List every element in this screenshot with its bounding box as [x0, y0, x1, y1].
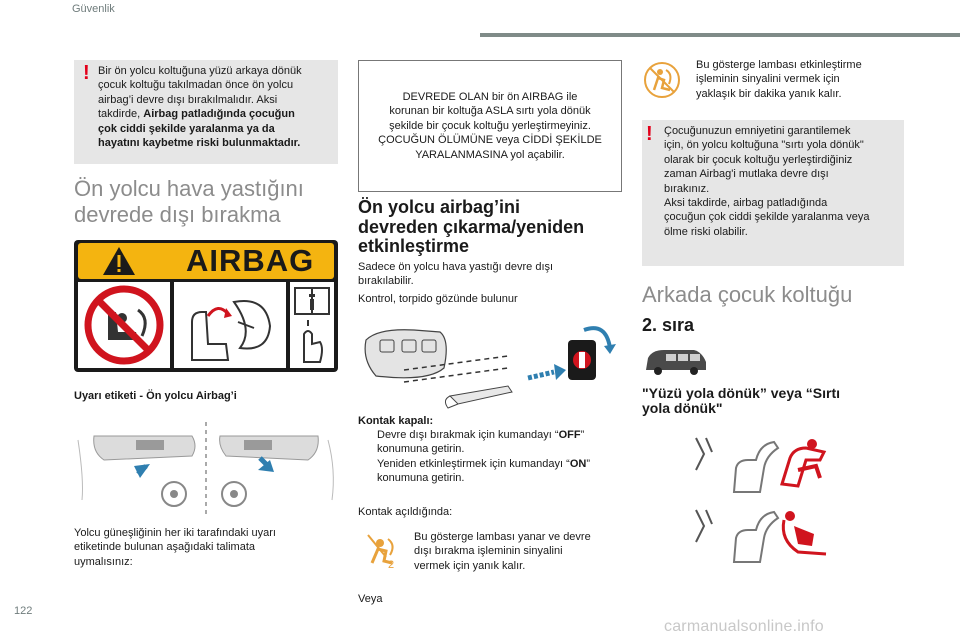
ignition-on-label: Kontak açıldığında: [358, 506, 453, 518]
or-text: Veya [358, 593, 383, 605]
lamp-on-text: Bu gösterge lambası yanar ve devre dışı bırakma işleminin sinyalini vermek için yanık kalır. [414, 531, 591, 572]
vehicle-silhouette-icon [644, 346, 708, 376]
subheading-seat-orientation: "Yüzü yola dönük” veya “Sırtı yola dönük" [642, 385, 841, 416]
page-number: 122 [14, 605, 33, 617]
svg-text:2: 2 [388, 559, 395, 569]
child-seat-forward-facing-icon [694, 434, 840, 496]
control-location-text: Kontrol, torpido gözünde bulunur [358, 293, 518, 305]
airbag-on-lamp-icon [640, 60, 684, 100]
watermark: carmanualsonline.info [664, 618, 824, 635]
warning-bold-line: çok ciddi şekilde yaralanma ya da [98, 122, 275, 135]
warning-line: Bir ön yolcu koltuğuna yüzü arkaya dönük [98, 65, 302, 77]
sunvisor-illustration [74, 420, 338, 520]
lamp-activation-text: Bu gösterge lambası etkinleştirme işleminin sinyalini vermek için yaklaşık bir dakika yanık kalır. [696, 59, 862, 100]
read-manual-icon [290, 282, 334, 368]
label-caption: Uyarı etiketi - Ön yolcu Airbag’i [74, 390, 237, 402]
warning-box-front-seat [74, 60, 338, 164]
warning-exclamation-icon: ! [646, 123, 653, 145]
header-rule [480, 33, 960, 37]
sunvisor-text: Yolcu güneşliğinin her iki tarafındaki uyarı etiketinde bulunan aşağıdaki talimata uymalısınız: [74, 527, 276, 568]
no-rear-facing-seat-icon [78, 282, 170, 368]
toggle-instructions [358, 428, 620, 486]
section-heading-airbag-toggle: Ön yolcu airbag’ini devreden çıkarma/yeniden etkinleştirme [358, 197, 585, 256]
airbag-off-lamp-icon [366, 533, 400, 569]
subheading-second-row: 2. sıra [642, 315, 695, 335]
ignition-off-label: Kontak kapalı: [358, 415, 434, 427]
airbag-warning-label [74, 240, 338, 372]
section-title-deactivate: Ön yolcu hava yastığını devrede dışı bırakma [74, 176, 304, 227]
warning-exclamation-icon: ! [83, 62, 90, 84]
warning-text [98, 64, 338, 150]
intro-text: Sadece ön yolcu hava yastığı devre dışı bırakılabilir. [358, 261, 554, 288]
label-panel-manual [290, 282, 334, 368]
warning-text: Çocuğunuzun emniyetini garantilemek için, ön yolcu koltuğuna "sırtı yola dönük" olarak bir çocuk koltuğu yerleştirdiğiniz zaman Airbag'i mutlaka devre dışı bırakınız. Aksi takdirde, airbag patladığında çocuğun çok ciddi şekilde yaralanma veya ölme riski olabilir. [664, 125, 870, 238]
label-panel-airbag [174, 282, 286, 368]
list-item: Devre dışı bırakmak için kumandayı “OFF” konumuna getirin. [377, 429, 585, 456]
label-panel-prohibition [78, 282, 170, 368]
warning-line: çocuk koltuğu takılmadan önce ön yolcu [98, 79, 294, 92]
warning-bold-text: Airbag patladığında çocuğun [143, 108, 295, 121]
section-title-rear-child-seat: Arkada çocuk koltuğu [642, 282, 853, 307]
on-keyword: ON [569, 457, 587, 470]
key-switch-illustration [358, 320, 620, 412]
key-and-switch-illustration [358, 320, 620, 412]
list-item: Yeniden etkinleştirmek için kumandayı “ON” konumuna getirin. [377, 457, 590, 485]
label-airbag-word: AIRBAG [186, 243, 315, 278]
child-seat-rear-facing-icon [694, 504, 840, 566]
warning-line: takdirde, Airbag patladığında çocuğun [98, 108, 295, 121]
off-keyword: OFF [558, 429, 581, 441]
warning-line: airbag’i devre dışı bırakılmalıdır. Aksi [98, 93, 278, 106]
warning-box-child-safety [642, 120, 904, 266]
warning-triangle-icon [102, 246, 136, 276]
seat-airbag-deploy-icon [174, 282, 286, 368]
chapter-title: Güvenlik [72, 3, 115, 15]
label-header [78, 243, 334, 279]
warning-bold-line: hayatını kaybetme riski bulunmaktadır. [98, 137, 301, 150]
sunvisor-labels-illustration [74, 420, 338, 520]
danger-boxed-notice: DEVREDE OLAN bir ön AIRBAG ile korunan bir koltuğa ASLA sırtı yola dönük şekilde bir çocuk koltuğu yerleştirmeyiniz. ÇOCUĞUN ÖLÜMÜNE veya CİDDİ ŞEKİLDE YARALANMASINA yol açabilir. [358, 60, 622, 192]
